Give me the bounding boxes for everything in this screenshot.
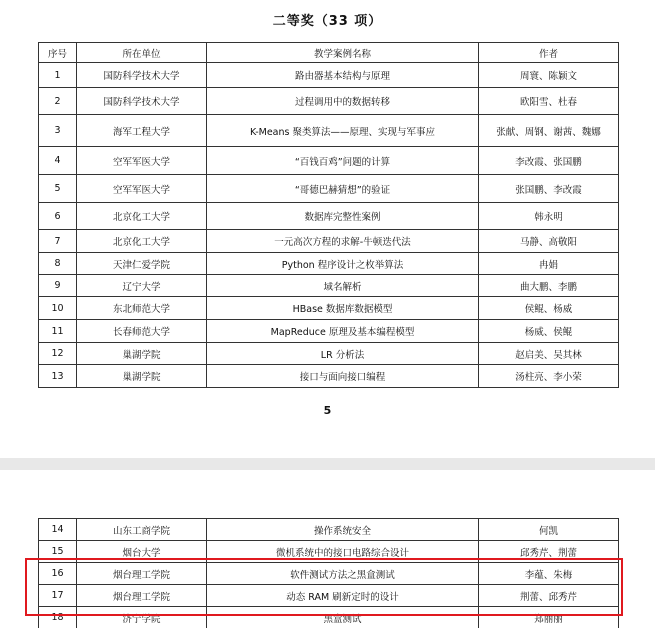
page-number: 5: [323, 404, 332, 417]
row-case-name: Python 程序设计之枚举算法: [207, 253, 479, 275]
row-case-name: 微机系统中的接口电路综合设计: [207, 541, 479, 563]
row-unit: 烟台大学: [77, 541, 207, 563]
table-row: [39, 297, 619, 320]
row-author: 张国鹏、李改霞: [479, 175, 619, 203]
row-author: 杨威、侯鲲: [479, 320, 619, 343]
row-unit: 济宁学院: [77, 607, 207, 628]
row-index: 3: [39, 115, 77, 147]
row-index: 14: [39, 519, 77, 541]
row-index: 17: [39, 585, 77, 607]
row-unit: 烟台理工学院: [77, 585, 207, 607]
row-author: 冉娟: [479, 253, 619, 275]
row-index: 9: [39, 275, 77, 297]
row-case-name: MapReduce 原理及基本编程模型: [207, 320, 479, 343]
row-index: 1: [39, 63, 77, 88]
table-row: [39, 320, 619, 343]
award-title: 二等奖（33 项）: [272, 14, 383, 29]
row-author: 侯鲲、杨威: [479, 297, 619, 320]
row-case-name: 域名解析: [207, 275, 479, 297]
table-row: [39, 563, 619, 585]
header-author: 作者: [479, 43, 619, 63]
row-case-name: 操作系统安全: [207, 519, 479, 541]
row-author: 李蕴、朱梅: [479, 563, 619, 585]
row-case-name: 路由器基本结构与原理: [207, 63, 479, 88]
table-row: [39, 175, 619, 203]
row-index: 10: [39, 297, 77, 320]
table-row: [39, 585, 619, 607]
row-author: 荆蕾、邱秀芹: [479, 585, 619, 607]
award-table-page-1: [38, 42, 619, 388]
row-unit: 巢湖学院: [77, 343, 207, 365]
row-unit: 国防科学技术大学: [77, 88, 207, 115]
header-index: 序号: [39, 43, 77, 63]
row-author: 欧阳雪、杜春: [479, 88, 619, 115]
row-index: 16: [39, 563, 77, 585]
row-case-name: 一元高次方程的求解-牛顿迭代法: [207, 230, 479, 253]
header-unit: 所在单位: [77, 43, 207, 63]
row-index: 5: [39, 175, 77, 203]
document-page-2: [0, 470, 655, 628]
row-author: 何凯: [479, 519, 619, 541]
row-author: 汤柱亮、李小荣: [479, 365, 619, 388]
table-row: [39, 88, 619, 115]
row-unit: 空军军医大学: [77, 175, 207, 203]
row-unit: 山东工商学院: [77, 519, 207, 541]
row-index: 6: [39, 203, 77, 230]
row-author: 韩永明: [479, 203, 619, 230]
row-index: 13: [39, 365, 77, 388]
row-index: 18: [39, 607, 77, 628]
row-author: 郑丽丽: [479, 607, 619, 628]
table-row: [39, 275, 619, 297]
table-row: [39, 365, 619, 388]
row-case-name: 动态 RAM 刷新定时的设计: [207, 585, 479, 607]
row-case-name: LR 分析法: [207, 343, 479, 365]
row-author: 曲大鹏、李鹏: [479, 275, 619, 297]
award-table-page-2: [38, 518, 619, 628]
table-row: [39, 541, 619, 563]
table-row: [39, 253, 619, 275]
page-gap: [0, 458, 655, 470]
row-unit: 海军工程大学: [77, 115, 207, 147]
row-author: 周寰、陈颖文: [479, 63, 619, 88]
row-case-name: K-Means 聚类算法——原理、实现与军事应: [207, 115, 479, 147]
row-unit: 北京化工大学: [77, 230, 207, 253]
row-author: 李改霞、张国鹏: [479, 147, 619, 175]
row-index: 15: [39, 541, 77, 563]
row-index: 12: [39, 343, 77, 365]
table-row: [39, 343, 619, 365]
row-case-name: 软件测试方法之黑盒测试: [207, 563, 479, 585]
table-row: [39, 63, 619, 88]
row-case-name: 过程调用中的数据转移: [207, 88, 479, 115]
table-header-row: [39, 43, 619, 63]
row-case-name: 数据库完整性案例: [207, 203, 479, 230]
row-unit: 长春师范大学: [77, 320, 207, 343]
row-index: 7: [39, 230, 77, 253]
row-author: 张献、周钢、谢茜、魏娜: [479, 115, 619, 147]
table-row: [39, 147, 619, 175]
row-unit: 天津仁爱学院: [77, 253, 207, 275]
row-unit: 辽宁大学: [77, 275, 207, 297]
table-row: [39, 115, 619, 147]
row-case-name: “哥德巴赫猜想”的验证: [207, 175, 479, 203]
row-unit: 北京化工大学: [77, 203, 207, 230]
row-author: 马静、高敬阳: [479, 230, 619, 253]
table-row: [39, 519, 619, 541]
row-index: 8: [39, 253, 77, 275]
row-case-name: HBase 数据库数据模型: [207, 297, 479, 320]
row-index: 2: [39, 88, 77, 115]
row-case-name: “百钱百鸡”问题的计算: [207, 147, 479, 175]
row-unit: 空军军医大学: [77, 147, 207, 175]
row-unit: 巢湖学院: [77, 365, 207, 388]
table-row: [39, 230, 619, 253]
row-unit: 国防科学技术大学: [77, 63, 207, 88]
row-author: 邱秀芹、荆蕾: [479, 541, 619, 563]
table-row: [39, 607, 619, 628]
row-author: 赵启美、吴其林: [479, 343, 619, 365]
row-unit: 东北师范大学: [77, 297, 207, 320]
row-index: 4: [39, 147, 77, 175]
row-case-name: 黑盒测试: [207, 607, 479, 628]
row-index: 11: [39, 320, 77, 343]
table-row: [39, 203, 619, 230]
row-unit: 烟台理工学院: [77, 563, 207, 585]
row-case-name: 接口与面向接口编程: [207, 365, 479, 388]
header-case-name: 教学案例名称: [207, 43, 479, 63]
